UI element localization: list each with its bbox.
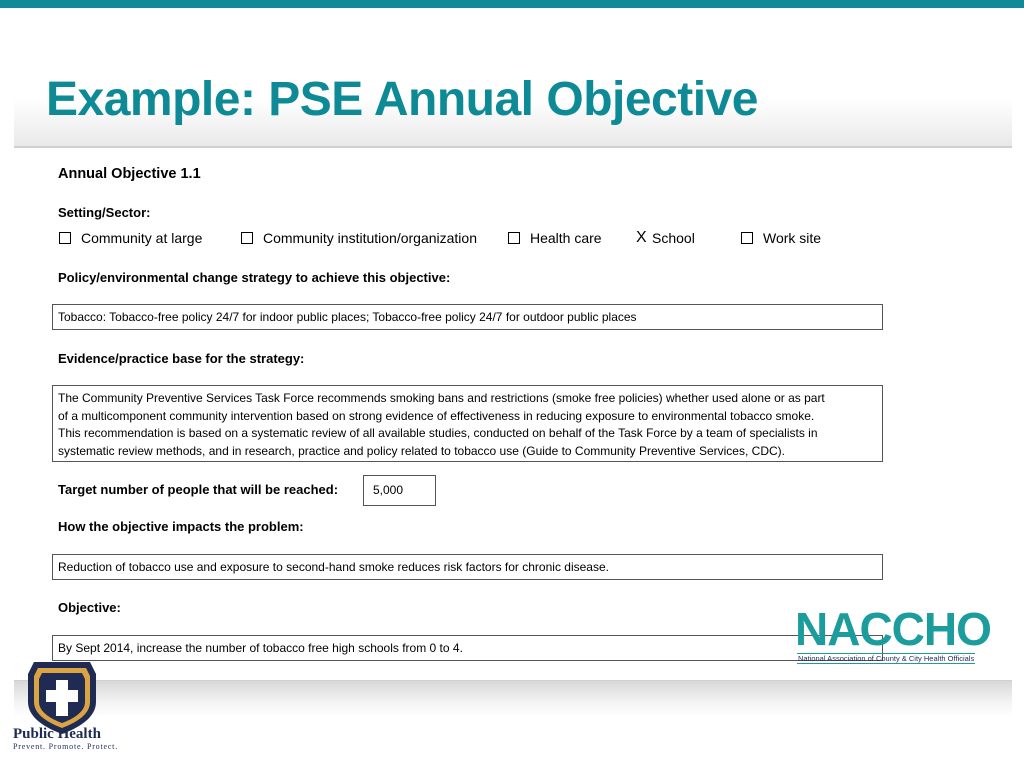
evidence-line: The Community Preventive Services Task Force recommends smoking bans and restrictions (smoke free policies) whether used alone or as part [58, 391, 825, 405]
evidence-field[interactable] [52, 385, 883, 462]
checkbox-icon[interactable] [508, 232, 520, 244]
checkbox-icon[interactable] [241, 232, 253, 244]
option-school[interactable] [636, 230, 695, 246]
impact-label: How the objective impacts the problem: [58, 519, 304, 534]
evidence-line: This recommendation is based on a systematic review of all available studies, conducted on behalf of the Task Force by a team of specialists in [58, 426, 818, 440]
target-label: Target number of people that will be reached: [58, 482, 339, 497]
objective-label: Objective: [58, 600, 121, 615]
checkbox-icon[interactable] [59, 232, 71, 244]
naccho-logo: NACCHO [795, 603, 991, 655]
option-community-institution[interactable] [241, 230, 477, 246]
option-label: Community at large [81, 230, 203, 246]
naccho-tagline: National Association of County & City Health Officials [798, 654, 975, 663]
option-label: Health care [530, 230, 602, 246]
option-health-care[interactable] [508, 230, 602, 246]
objective-text: By Sept 2014, increase the number of tobacco free high schools from 0 to 4. [58, 641, 463, 655]
objective-field[interactable] [52, 635, 883, 661]
evidence-label: Evidence/practice base for the strategy: [58, 351, 305, 366]
strategy-label: Policy/environmental change strategy to achieve this objective: [58, 270, 451, 285]
strategy-text: Tobacco: Tobacco-free policy 24/7 for indoor public places; Tobacco-free policy 24/7 for outdoor public places [58, 310, 637, 324]
impact-field[interactable] [52, 554, 883, 580]
option-work-site[interactable] [741, 230, 821, 246]
footer-band [14, 680, 1012, 717]
option-community-at-large[interactable] [59, 230, 202, 246]
slide-title: Example: PSE Annual Objective [46, 73, 758, 126]
option-label: School [652, 230, 695, 246]
evidence-line: of a multicomponent community intervention based on strong evidence of effectiveness in reducing exposure to environmental tobacco smoke. [58, 408, 815, 423]
target-value: 5,000 [373, 483, 404, 497]
evidence-line: systematic review methods, and in research, practice and policy related to tobacco use (Guide to Community Preventive Services, CDC). [58, 443, 785, 458]
checkbox-icon[interactable] [741, 232, 753, 244]
setting-label: Setting/Sector: [58, 205, 151, 220]
public-health-tagline: Prevent. Promote. Protect. [13, 742, 119, 751]
target-field[interactable] [363, 475, 436, 506]
annual-objective-heading: Annual Objective 1.1 [58, 166, 201, 182]
public-health-logo-text: Public Health [13, 726, 101, 742]
impact-text: Reduction of tobacco use and exposure to second-hand smoke reduces risk factors for chronic disease. [58, 560, 609, 574]
top-accent-bar [0, 0, 1024, 8]
option-label: Work site [763, 230, 822, 246]
strategy-field[interactable] [52, 304, 883, 330]
option-label: Community institution/organization [263, 230, 477, 246]
checked-x-mark[interactable]: X [636, 229, 647, 246]
